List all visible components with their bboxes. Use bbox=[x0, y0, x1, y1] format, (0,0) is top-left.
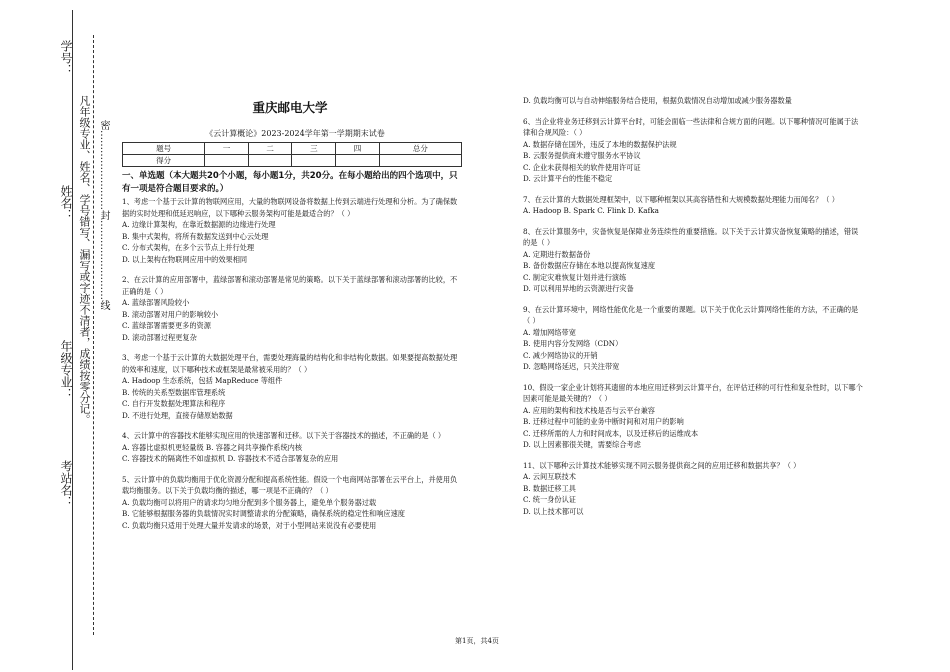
gutter-student-id: 学号： bbox=[59, 40, 73, 76]
score-cell[interactable] bbox=[336, 155, 380, 167]
question bbox=[122, 352, 460, 421]
question-option: A. 边缘计算架构，在靠近数据源的边缘进行处理 bbox=[122, 220, 276, 229]
question-stem: 4、云计算中的容器技术能够实现应用的快速部署和迁移。以下关于容器技术的描述，不正确的是（ ） bbox=[122, 431, 446, 440]
gutter-major: 年级专业： bbox=[59, 340, 73, 400]
question-option: A. 容器比虚拟机更轻量级 B. 容器之间共享操作系统内核 bbox=[122, 442, 303, 452]
exam-title: 《云计算概论》2023-2024学年第一学期期末试卷 bbox=[205, 129, 385, 138]
score-header-cell: 三 bbox=[292, 143, 336, 155]
question-stem: 11、以下哪种云计算技术能够实现不同云服务提供商之间的应用迁移和数据共享？（ ） bbox=[523, 460, 801, 470]
question-option: A. Hadoop 生态系统，包括 MapReduce 等组件 bbox=[122, 376, 283, 385]
question-option: C. 容器技术的隔离性不如虚拟机 D. 容器技术不适合部署复杂的应用 bbox=[122, 454, 339, 463]
question-option: A. 数据存储在国外，违反了本地的数据保护法规 bbox=[523, 139, 677, 149]
score-table-header-row bbox=[123, 143, 462, 155]
page-number: 第1页，共4页 bbox=[455, 637, 499, 645]
question-option: B. 云服务提供商未遵守服务水平协议 bbox=[523, 151, 641, 160]
question-stem: 1、考虑一个基于云计算的物联网应用，大量的物联网设备将数据上传到云端进行处理和分析。为了确保数据的实时处理和低延迟响应，以下哪种云服务架构可能是最适合的？（ ） bbox=[122, 197, 458, 218]
gutter-name: 姓名： bbox=[59, 185, 73, 221]
gutter-instructions: 凡年级专业、姓名、学号错写、漏写或字迹不清者，成绩按零分记。 bbox=[78, 95, 91, 425]
question-option: C. 负载均衡只适用于处理大量并发请求的场景，对于小型网站来说没有必要使用 bbox=[122, 520, 377, 530]
left-question-column bbox=[122, 196, 460, 540]
question-option: D. 滚动部署过程更复杂 bbox=[122, 332, 197, 342]
question-option: C. 分布式架构，在多个云节点上并行处理 bbox=[122, 243, 255, 252]
score-header-cell: 总分 bbox=[379, 143, 461, 155]
right-question-column bbox=[523, 95, 863, 526]
question-option: C. 减少网络协议的开销 bbox=[523, 350, 598, 360]
question bbox=[122, 474, 460, 532]
score-table bbox=[122, 142, 462, 167]
question-option: B. 迁移过程中可能的业务中断时间和对用户的影响 bbox=[523, 417, 684, 426]
question bbox=[523, 116, 863, 185]
question-option: A. 蓝绿部署风险较小 bbox=[122, 298, 190, 307]
question-option: B. 传统的关系型数据库管理系统 bbox=[122, 387, 226, 397]
question bbox=[523, 382, 863, 451]
question-stem: 6、当企业将业务迁移到云计算平台时，可能会面临一些法律和合规方面的问题。以下哪种情况可能属于法律和合规风险：（ ） bbox=[523, 116, 859, 137]
score-cell[interactable] bbox=[205, 155, 249, 167]
question-option: A. Hadoop B. Spark C. Flink D. Kafka bbox=[523, 206, 659, 215]
question-option: B. 它能够根据服务器的负载情况实时调整请求的分配策略，确保系统的稳定性和响应速度 bbox=[122, 509, 405, 518]
question bbox=[122, 430, 460, 465]
question bbox=[122, 196, 460, 265]
question-option: B. 集中式架构，将所有数据发送到中心云处理 bbox=[122, 231, 269, 241]
question-stem: 5、云计算中的负载均衡用于优化资源分配和提高系统性能。假设一个电商网站部署在云平台上，并使用负载均衡服务。以下关于负载均衡的描述，哪一项是不正确的？（ ） bbox=[122, 474, 458, 495]
question bbox=[122, 274, 460, 343]
question-option: C. 制定灾难恢复计划并进行演练 bbox=[523, 272, 627, 282]
question-stem: 3、考虑一个基于云计算的大数据处理平台，需要处理海量的结构化和非结构化数据。如果要提高数据处理的效率和速度，以下哪种技术或框架是最常被采用的？（ ） bbox=[122, 353, 458, 374]
question-option: A. 负载均衡可以将用户的请求均匀地分配到多个服务器上，避免单个服务器过载 bbox=[122, 497, 377, 507]
question-option: B. 数据迁移工具 bbox=[523, 483, 576, 493]
score-header-cell: 一 bbox=[205, 143, 249, 155]
score-cell[interactable] bbox=[292, 155, 336, 167]
question-option: D. 忽略网络延迟，只关注带宽 bbox=[523, 362, 620, 371]
score-cell[interactable] bbox=[379, 155, 461, 167]
score-header-cell: 题号 bbox=[123, 143, 205, 155]
question bbox=[523, 226, 863, 295]
question-option: D. 以上技术都可以 bbox=[523, 506, 584, 516]
question-option: A. 云间互联技术 bbox=[523, 472, 576, 481]
score-header-cell: 二 bbox=[248, 143, 292, 155]
question-option: A. 定期进行数据备份 bbox=[523, 249, 591, 259]
question-option: C. 自行开发数据处理算法和程序 bbox=[122, 399, 226, 408]
score-header-cell: 四 bbox=[336, 143, 380, 155]
question-option: A. 增加网络带宽 bbox=[523, 327, 576, 337]
question-option: D. 负载均衡可以与自动伸缩服务结合使用，根据负载情况自动增加或减少服务器数量 bbox=[523, 96, 792, 105]
seal-dashed-line bbox=[93, 35, 94, 635]
section1-heading: 一、单选题（本大题共20个小题，每小题1分，共20分。在每小题给出的四个选项中，只有一项是符合题目要求的。） bbox=[122, 171, 458, 194]
question-stem: 2、在云计算的应用部署中，蓝绿部署和滚动部署是常见的策略。以下关于蓝绿部署和滚动部署的比较，不正确的是（ ） bbox=[122, 275, 458, 296]
score-cell[interactable] bbox=[248, 155, 292, 167]
question-option: B. 使用内容分发网络（CDN） bbox=[523, 339, 623, 348]
question-option: B. 备份数据应存储在本地以提高恢复速度 bbox=[523, 261, 656, 270]
score-table-score-row bbox=[123, 155, 462, 167]
question bbox=[523, 194, 863, 217]
question-option: D. 以上因素都很关键，需要综合考虑 bbox=[523, 440, 641, 449]
question-option: D. 以上架构在物联网应用中的效果相同 bbox=[122, 254, 248, 264]
question-stem: 7、在云计算的大数据处理框架中，以下哪种框架以其高容错性和大规模数据处理能力而闻名？（ ） bbox=[523, 194, 839, 204]
question-stem: 9、在云计算环境中，网络性能优化是一个重要的课题。以下关于优化云计算网络性能的方法，不正确的是（ ） bbox=[523, 304, 859, 325]
score-row-label: 得分 bbox=[123, 155, 205, 167]
question-stem: 8、在云计算服务中，灾备恢复是保障业务连续性的重要措施。以下关于云计算灾备恢复策略的描述，错误的是（ ） bbox=[523, 226, 859, 247]
question-option: C. 企业未获得相关的软件使用许可证 bbox=[523, 162, 641, 172]
question-option: D. 可以利用异地的云资源进行灾备 bbox=[523, 284, 634, 293]
question bbox=[523, 304, 863, 373]
question-option: C. 统一身份认证 bbox=[523, 495, 576, 504]
gutter-seal-text: 密……………………封……………………线 bbox=[98, 120, 109, 310]
university-title: 重庆邮电大学 bbox=[252, 100, 328, 115]
gutter-school: 考站名： bbox=[59, 460, 73, 508]
question-option: B. 滚动部署对用户的影响较小 bbox=[122, 309, 219, 319]
question-option: C. 迁移所需的人力和时间成本，以及迁移后的运维成本 bbox=[523, 428, 699, 438]
question bbox=[523, 95, 863, 107]
question-option: D. 不进行处理，直接存储原始数据 bbox=[122, 410, 233, 420]
question-option: A. 应用的架构和技术栈是否与云平台兼容 bbox=[523, 405, 655, 415]
question bbox=[523, 460, 863, 518]
question-option: C. 蓝绿部署需要更多的资源 bbox=[122, 321, 211, 330]
question-option: D. 云计算平台的性能不稳定 bbox=[523, 174, 613, 183]
question-stem: 10、假设一家企业计划将其遗留的本地应用迁移到云计算平台，在评估迁移的可行性和复杂性时，以下哪个因素可能是最关键的？（ ） bbox=[523, 382, 863, 403]
